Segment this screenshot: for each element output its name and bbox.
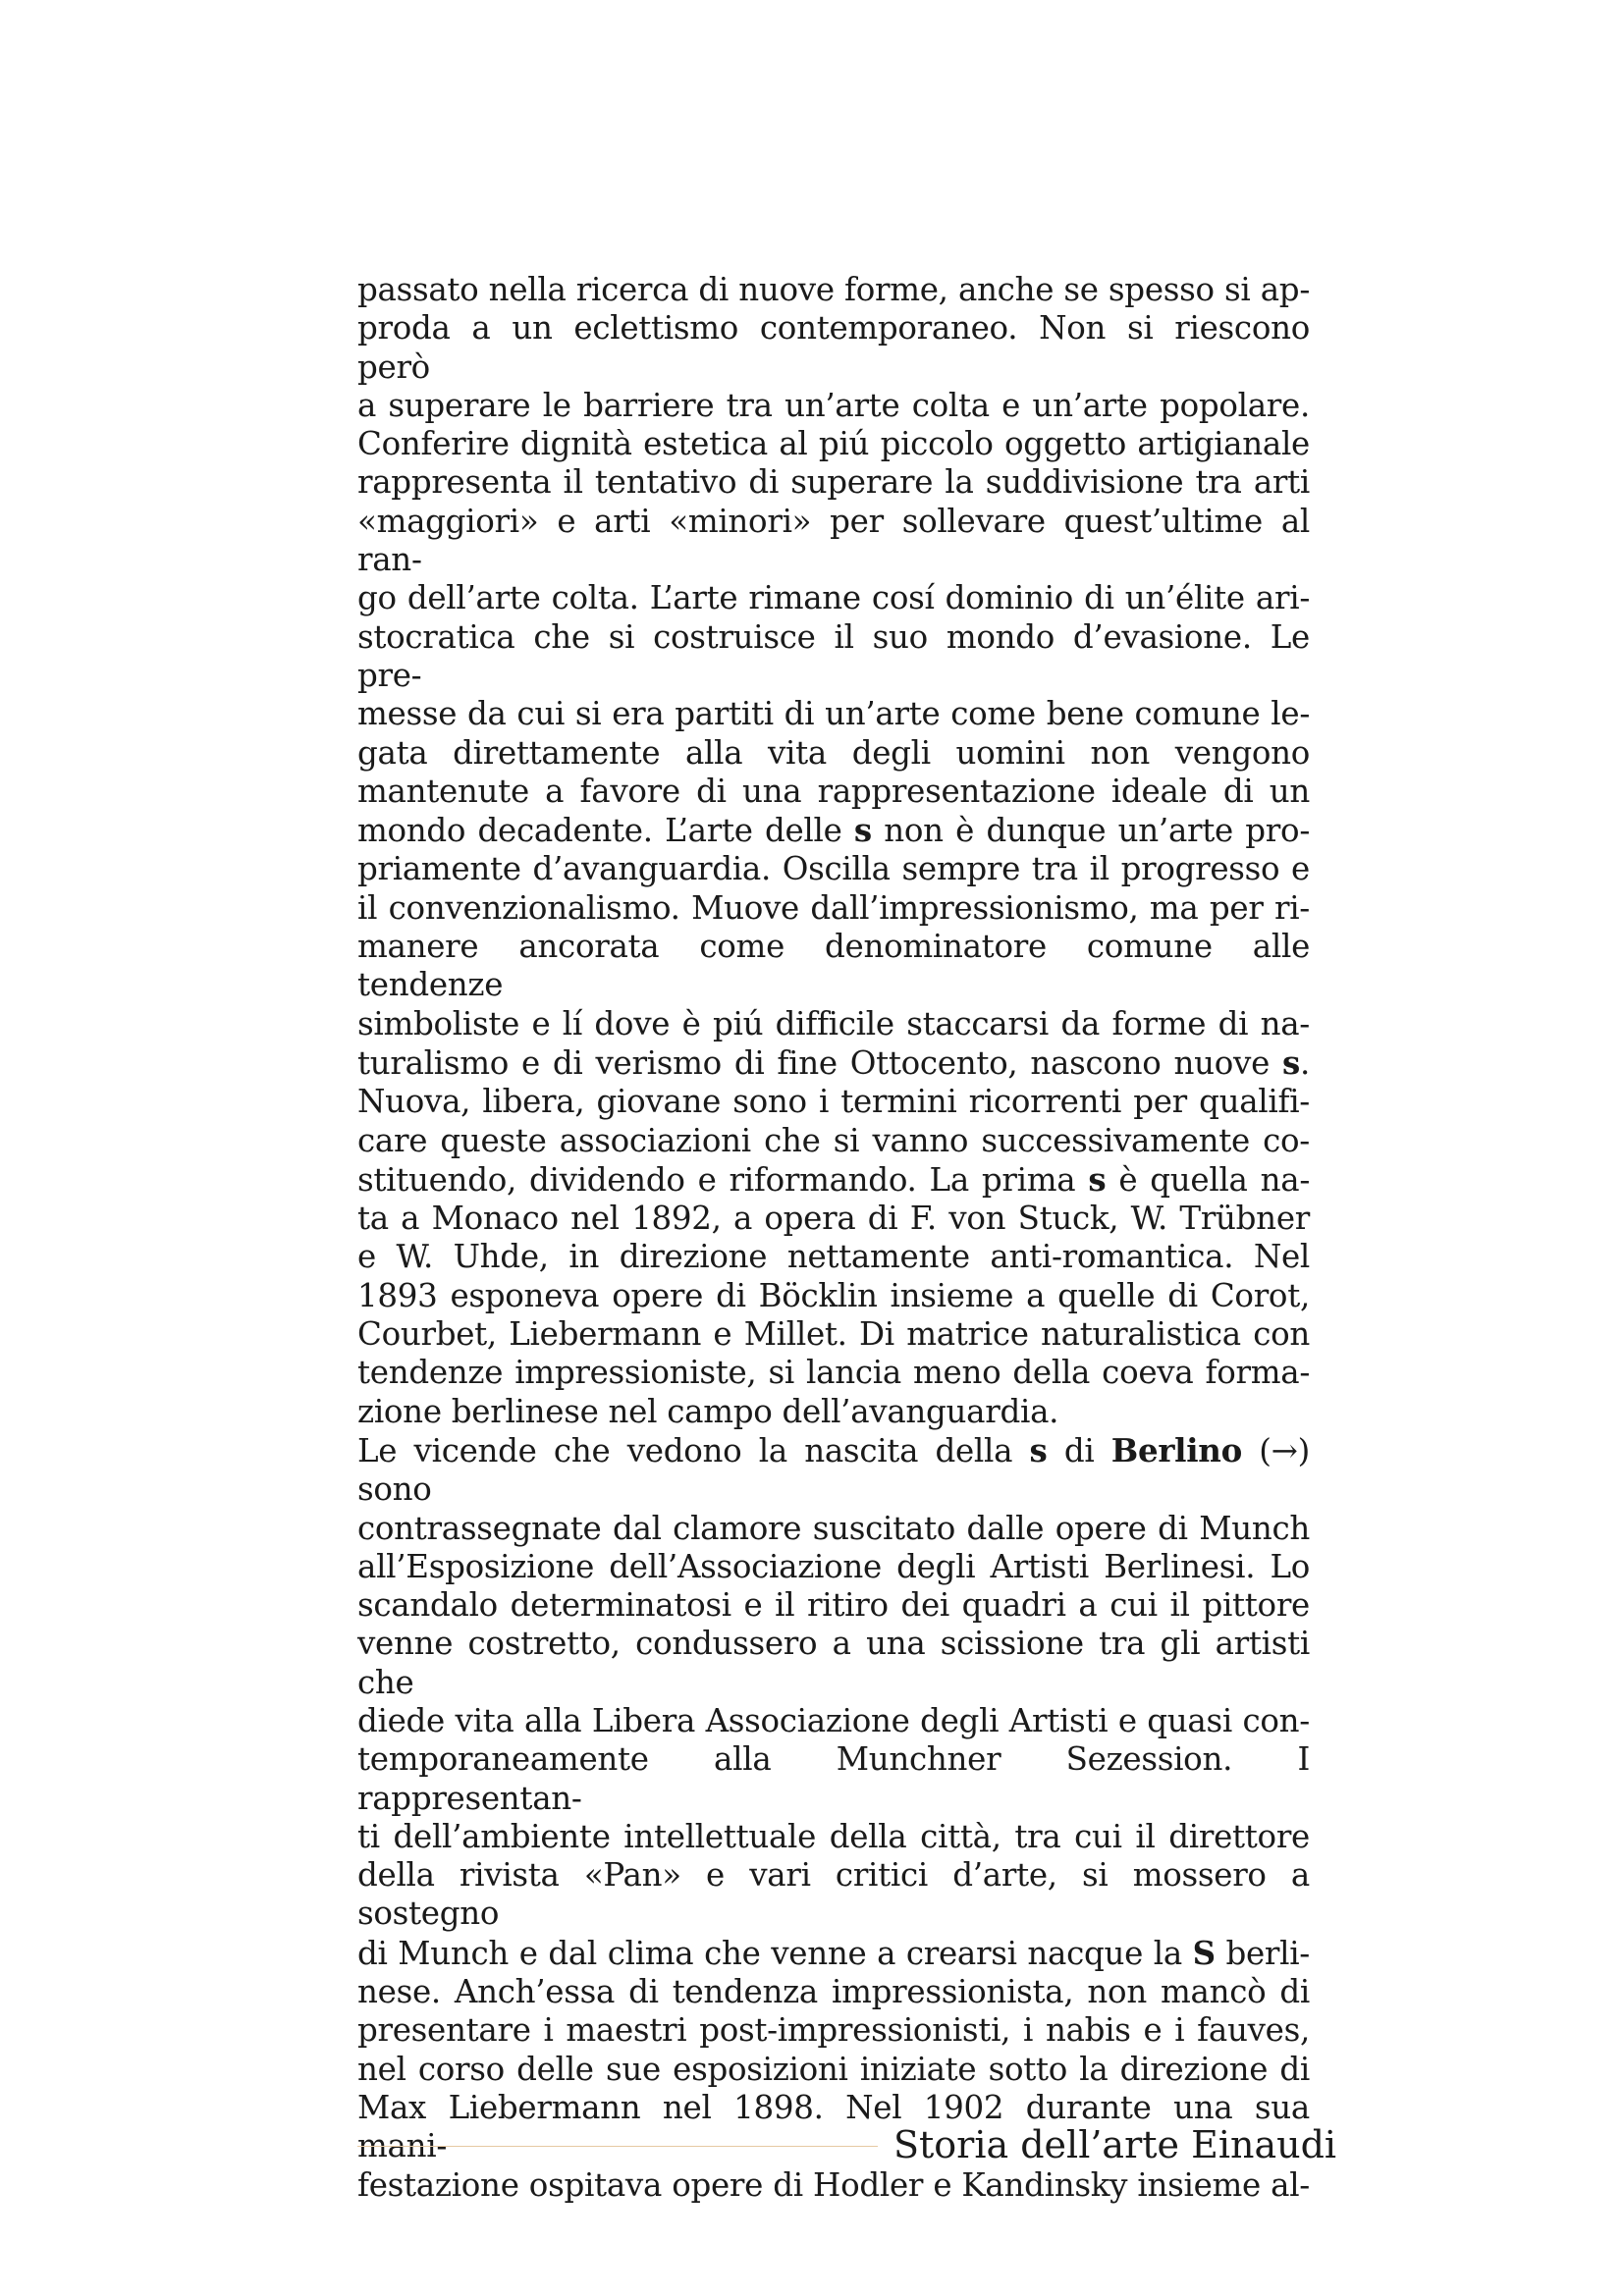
text-line	[357, 1200, 1310, 1238]
bold-term: s	[1281, 1042, 1300, 1082]
text-line	[357, 1702, 1310, 1740]
text-line	[357, 695, 1310, 733]
text-line	[357, 850, 1310, 888]
text-span: venne costretto, condussero a una scissione tra gli artisti che	[357, 1625, 1310, 1701]
text-span: Nuova, libera, giovane sono i termini ricorrenti per qualifi-	[357, 1083, 1310, 1121]
text-line	[357, 309, 1310, 387]
text-line	[357, 1354, 1310, 1392]
text-line	[357, 503, 1310, 580]
text-line	[357, 1277, 1310, 1315]
text-line	[357, 773, 1310, 811]
text-line	[357, 1043, 1310, 1083]
text-line	[357, 1586, 1310, 1625]
text-span: messe da cui si era partiti di un’arte come bene comune le-	[357, 695, 1310, 733]
text-span: presentare i maestri post-impressionisti, i nabis e i fauves,	[357, 2011, 1310, 2050]
footer-rule	[357, 2146, 878, 2147]
text-span: tendenze impressioniste, si lancia meno della coeva forma-	[357, 1354, 1310, 1392]
text-span: Max Liebermann nel 1898. Nel 1902 durante una sua mani-	[357, 2088, 1310, 2165]
text-span: mondo decadente. L’arte delle	[357, 812, 854, 850]
text-line	[357, 387, 1310, 425]
text-line	[357, 1510, 1310, 1548]
text-span: temporaneamente alla Munchner Sezession. I rappresentan-	[357, 1740, 1310, 1817]
text-line	[357, 618, 1310, 696]
text-span: turalismo e di verismo di fine Ottocento, nascono nuove	[357, 1043, 1282, 1082]
text-span: di Munch e dal clima che venne a crearsi nacque la	[357, 1934, 1193, 1972]
text-line	[357, 889, 1310, 928]
text-line	[357, 579, 1310, 617]
text-span: contrassegnate dal clamore suscitato dalle opere di Munch	[357, 1509, 1310, 1547]
text-span: manere ancorata come denominatore comune alle tendenze	[357, 928, 1310, 1004]
text-line	[357, 2166, 1310, 2205]
text-line	[357, 1740, 1310, 1818]
bold-term: s	[853, 811, 872, 850]
body-text	[357, 271, 1337, 2205]
bold-term: s	[1088, 1159, 1107, 1199]
text-line	[357, 1393, 1310, 1431]
text-line	[357, 1818, 1310, 1856]
text-line	[357, 1122, 1310, 1160]
text-span: care queste associazioni che si vanno successivamente co-	[357, 1121, 1310, 1159]
text-span: passato nella ricerca di nuove forme, anche se spesso si ap-	[357, 271, 1310, 308]
text-line	[357, 271, 1310, 309]
text-span: festazione ospitava opere di Hodler e Kandinsky insieme al-	[357, 2165, 1310, 2204]
text-line	[357, 463, 1310, 502]
text-span: non è dunque un’arte pro-	[871, 812, 1310, 850]
text-line	[357, 1625, 1310, 1702]
footer-title: Storia dell’arte Einaudi	[893, 2123, 1337, 2166]
text-span: e W. Uhde, in direzione nettamente anti-romantica. Nel	[357, 1238, 1310, 1276]
text-span: stituendo, dividendo e riformando. La prima	[357, 1160, 1089, 1199]
text-span: .	[1299, 1043, 1310, 1082]
text-span: gata direttamente alla vita degli uomini non vengono	[357, 733, 1310, 772]
text-line	[357, 734, 1310, 773]
text-span: 1893 esponeva opere di Böcklin insieme a quelle di Corot,	[357, 1276, 1310, 1314]
text-line	[357, 1856, 1310, 1934]
text-line	[357, 1431, 1310, 1510]
text-line	[357, 811, 1310, 850]
text-line	[357, 425, 1310, 463]
text-span: Conferire dignità estetica al piú piccolo oggetto artigianale	[357, 425, 1310, 463]
text-span: ta a Monaco nel 1892, a opera di F. von Stuck, W. Trübner	[357, 1200, 1310, 1238]
text-line	[357, 928, 1310, 1005]
text-span: (→) sono	[357, 1431, 1310, 1509]
text-span: scandalo determinatosi e il ritiro dei quadri a cui il pittore	[357, 1586, 1310, 1625]
text-span: stocratica che si costruisce il suo mondo d’evasione. Le pre-	[357, 617, 1310, 694]
text-span: ti dell’ambiente intellettuale della città, tra cui il direttore	[357, 1817, 1310, 1855]
text-line	[357, 1315, 1310, 1354]
text-line	[357, 1548, 1310, 1586]
text-span: mantenute a favore di una rappresentazione ideale di un	[357, 772, 1310, 810]
text-line	[357, 1005, 1310, 1043]
bold-term: Berlino	[1110, 1430, 1242, 1469]
text-span: è quella na-	[1106, 1160, 1311, 1199]
text-span: proda a un eclettismo contemporaneo. Non si riescono però	[357, 309, 1310, 386]
text-span: all’Esposizione dell’Associazione degli Artisti Berlinesi. Lo	[357, 1547, 1310, 1585]
text-line	[357, 1160, 1310, 1200]
text-span: zione berlinese nel campo dell’avanguardia.	[357, 1392, 1059, 1430]
text-span: della rivista «Pan» e vari critici d’arte, si mossero a sostegno	[357, 1856, 1310, 1933]
bold-term: s	[1029, 1430, 1048, 1469]
text-span: rappresenta il tentativo di superare la suddivisione tra arti	[357, 463, 1310, 502]
text-line	[357, 1083, 1310, 1121]
text-span: a superare le barriere tra un’arte colta e un’arte popolare.	[357, 386, 1310, 424]
text-span: berli-	[1215, 1934, 1310, 1972]
text-span: il convenzionalismo. Muove dall’impressionismo, ma per ri-	[357, 888, 1310, 927]
text-line	[357, 2051, 1310, 2089]
text-span: «maggiori» e arti «minori» per sollevare quest’ultime al ran-	[357, 502, 1310, 579]
text-span: priamente d’avanguardia. Oscilla sempre tra il progresso e	[357, 850, 1310, 888]
text-span: Le vicende che vedono la nascita della	[357, 1431, 1030, 1469]
text-span: go dell’arte colta. L’arte rimane cosí dominio di un’élite ari-	[357, 579, 1310, 617]
text-span: simboliste e lí dove è piú difficile staccarsi da forme di na-	[357, 1004, 1310, 1042]
text-span: Courbet, Liebermann e Millet. Di matrice naturalistica con	[357, 1315, 1310, 1354]
text-line	[357, 1238, 1310, 1276]
text-line	[357, 1934, 1310, 1973]
text-line	[357, 1973, 1310, 2011]
text-span: nese. Anch’essa di tendenza impressionista, non mancò di	[357, 1973, 1310, 2011]
text-span: nel corso delle sue esposizioni iniziate sotto la direzione di	[357, 2050, 1310, 2088]
text-span: di	[1047, 1431, 1111, 1469]
bold-term: S	[1192, 1933, 1216, 1972]
text-line	[357, 2011, 1310, 2050]
text-span: diede vita alla Libera Associazione degli Artisti e quasi con-	[357, 1701, 1310, 1739]
